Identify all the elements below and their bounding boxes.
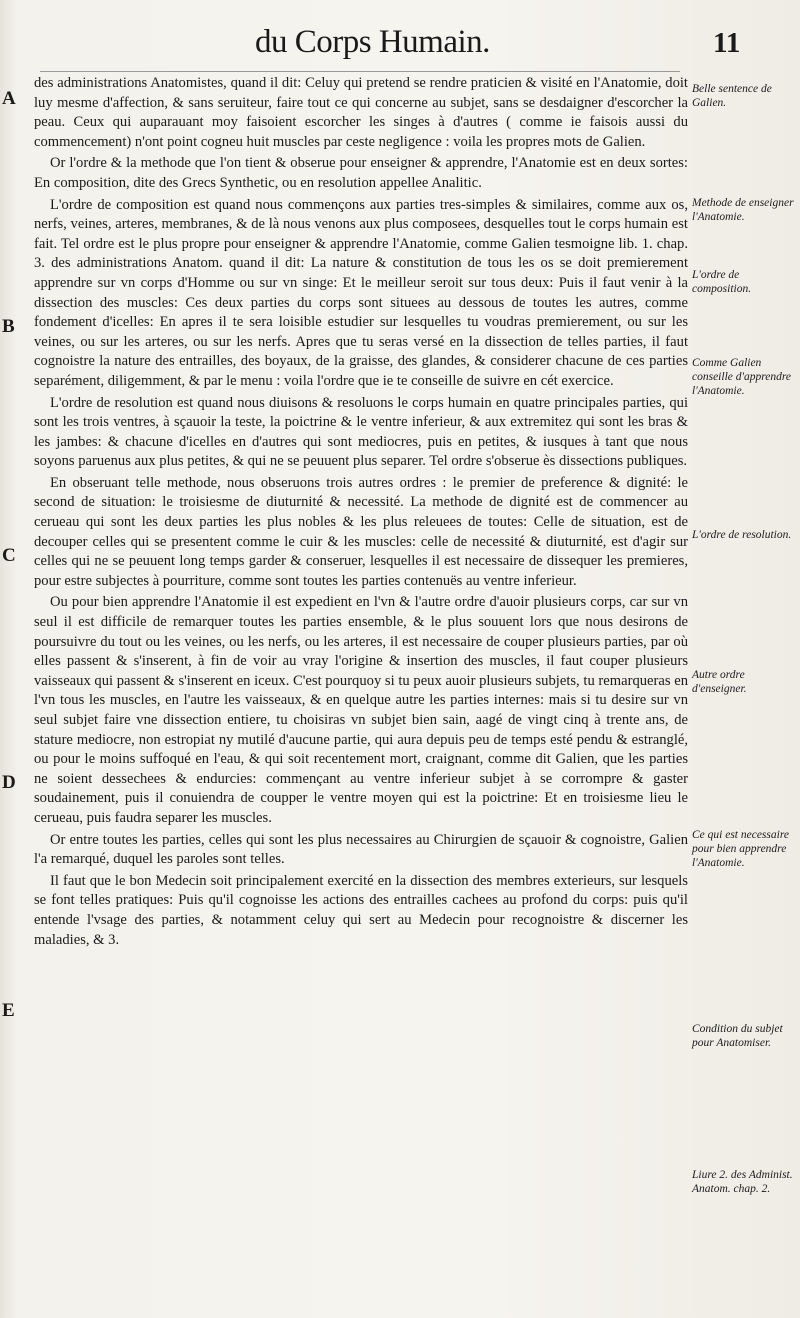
margin-note: Ce qui est necessaire pour bien apprendre l'Anatomie.	[692, 829, 789, 869]
margin-note: Belle sentence de Galien.	[692, 83, 772, 109]
paragraph: En obseruant telle methode, nous obseruons trois autres ordres : le premier de preference & dignité: le second de situation: le troisiesme de diuturnité & necessité. La methode de dignité est de commencer au cerueau qui sont les deux parties les plus nobles & les plus releuees de toutes: Celle de situation, est de decouper celles qui se presentent comme le cuir & les muscles: celle de necessité & diuturnité, est d'agir sur celles qui ne se peuuent long temps garder & conseruer, lesquelles il est necessaire de dissequer les premieres, pour estre subjectes à pourriture, comme sont toutes les parties contenuës au ventre inferieur.	[34, 474, 688, 589]
section-letter-b: B	[2, 316, 15, 337]
margin-note: L'ordre de composition.	[692, 269, 752, 295]
body-text	[34, 74, 688, 952]
paragraph: Ou pour bien apprendre l'Anatomie il est expedient en l'vn & l'autre ordre d'auoir plusieurs corps, car sur vn seul il est difficile de remarquer toutes les parties ensemble, & le plus souuent lors que nous desirons de poursuivre du tout ou les veines, ou les nerfs, ou les arteres, il est necessaire de couper plusieurs parties, par où elles passent & s'inserent, à fin de voir au vray l'origine & insertion des muscles, il faut couper plusieurs vaisseaux qui passent & s'inserent en iceux. C'est pourquoy si tu peux auoir plusieurs subjets, tu remarqueras en l'vn tous les muscles, en l'autre les vaisseaux, & en quelque autre les parties internes: mais si tu desire sur vn seul subjet faire vne dissection entiere, tu choisiras vn subjet bien sain, aagé de vingt cinq à trente ans, de stature mediocre, non estropiat ny mutilé d'aucune partie, qui aura depuis peu de temps esté pendu & estranglé, ou pour le moins suffoqué en l'eau, & qui soit recentement mort, craignant, comme dit Galien, que les parties ne soient dessechees & endurcies: commençant au ventre inferieur subjet à se corrompre & gaster soudainement, puis il conuiendra de coupper le ventre moyen qui est la poictrine: Et en troisiesme lieu le cerueau, puis faudra separer les muscles.	[34, 594, 688, 826]
header-rule	[40, 71, 680, 72]
paragraph: L'ordre de resolution est quand nous diuisons & resoluons le corps humain en quatre principales parties, qui sont les trois ventres, à sçauoir la teste, la poictrine & le ventre inferieur, & aux extremitez qui sont les bras & les jambes: & chacune d'icelles en d'autres qui sont mediocres, puis en petites, & iusques à tant que nous soyons paruenus aux plus petites, & qui ne se peuuent plus separer. Tel ordre s'obserue ès dissections publiques.	[34, 394, 688, 470]
margin-note: Comme Galien conseille d'apprendre l'Anatomie.	[692, 357, 792, 397]
margin-note: Methode de enseigner l'Anatomie.	[692, 197, 794, 223]
section-letter-a: A	[2, 88, 16, 109]
running-title: du Corps Humain.	[255, 24, 490, 60]
paragraph: des administrations Anatomistes, quand il dit: Celuy qui pretend se rendre praticien & visité en l'Anatomie, doit luy mesme d'affection, & sans seruiteur, faire tout ce qui concerne au subjet, sans se desdaigner d'escorcher la peau. Ceux qui auparauant moy faisoient escorcher les singes à d'autres ( comme ie faisois aussi du commencement) n'ont point cogneu huit muscles par ceste negligence : voila les propres mots de Galien.	[34, 75, 688, 150]
page-header	[0, 24, 800, 72]
paragraph: L'ordre de composition est quand nous commençons aux parties tres-simples & similaires, comme aux os, nerfs, veines, arteres, membranes, & de là nous venons aux plus composees, desquelles tout le corps humain est fait. Tel ordre est le plus propre pour enseigner & apprendre l'Anatomie, comme Galien tesmoigne lib. 1. chap. 3. des administrations Anatom. quand il dit: La nature & constitution de tous les os se doit premierement apprendre sur vn corps d'Homme ou sur vn singe: Et le meilleur seroit sur tous deux: Puis il faut venir à la dissection des muscles: Ces deux parties du corps sont situees au dessous de toutes les autres, comme fondement d'icelles: En apres il te sera loisible estudier sur lesquelles tu voudras premierement, ou sur les veines, ou sur les arteres, ou sur les nerfs. Apres que tu seras versé en la dissection de telles parties, il faut cognoistre la nature des entrailles, des boyaux, de la graisse, des glandes, & considerer chacune de ces parties separément, diligemment, & par le menu : voila l'ordre que ie te conseille de suivre en cét exercice.	[34, 196, 688, 389]
paragraph: Or entre toutes les parties, celles qui sont les plus necessaires au Chirurgien de sçauoir & cognoistre, Galien l'a remarqué, duquel les paroles sont telles.	[34, 831, 688, 868]
margin-note: Autre ordre d'enseigner.	[692, 669, 747, 695]
paragraph: Or l'ordre & la methode que l'on tient & obserue pour enseigner & apprendre, l'Anatomie est en deux sortes: En composition, dite des Grecs Synthetic, ou en resolution appellee Analitic.	[34, 155, 688, 191]
paragraph: Il faut que le bon Medecin soit principalement exercité en la dissection des membres exterieurs, sur lesquels se font telles pratiques: Puis qu'il cognoisse les actions des entrailles cachees au profond du corps: puis qu'il entende l'vsage des parties, & notamment celuy qui sert au Medecin pour recognoistre & discerner les maladies, & 3.	[34, 872, 688, 948]
margin-note: L'ordre de resolution.	[692, 529, 792, 541]
margin-note: Condition du subjet pour Anatomiser.	[692, 1023, 783, 1049]
margin-note: Liure 2. des Administ. Anatom. chap. 2.	[692, 1169, 793, 1195]
section-letter-c: C	[2, 545, 16, 566]
section-letter-e: E	[2, 1000, 15, 1021]
page-number: 11	[713, 27, 741, 59]
section-letter-d: D	[2, 772, 16, 793]
